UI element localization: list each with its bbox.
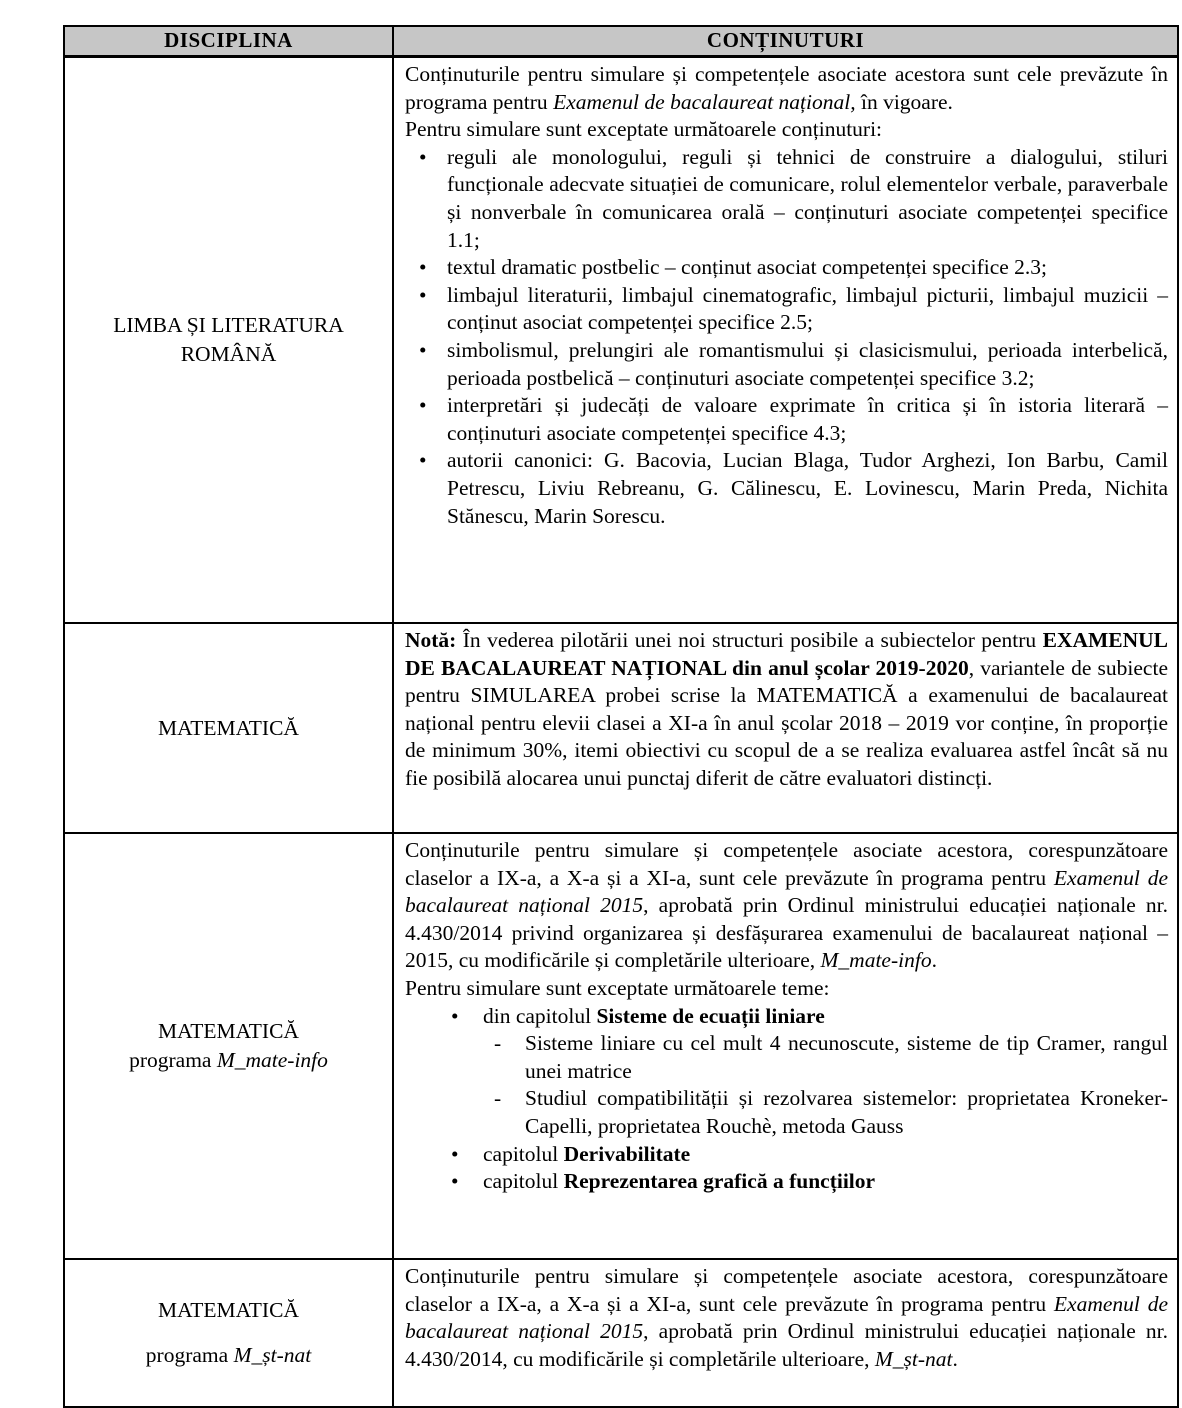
text-segment: În vederea pilotării unei noi structuri posibile a subiectelor pentru: [456, 628, 1043, 652]
text-segment: , aprobată prin Ordinul ministrului educației naționale nr. 4.430/2014, cu modificările și completările ulterioare,: [405, 1319, 1168, 1371]
table-row-matematica-nota: [64, 623, 1178, 833]
programa-name: M_șt-nat: [233, 1343, 312, 1367]
bullet-marker: •: [419, 448, 427, 473]
paragraph: [405, 116, 1168, 144]
text-segment: Examenul de bacalaureat național 2015: [405, 865, 1168, 918]
text-segment: simbolismul, prelungiri ale romantismului și clasicismului, perioada interbelică, perioada postbelică – conținuturi asociate competenței specifice 3.2;: [447, 337, 1168, 390]
list-item: [405, 447, 1168, 530]
text-segment: .: [931, 948, 937, 973]
bullet-marker: •: [419, 144, 427, 169]
contents-table: [63, 25, 1179, 1408]
discipline-title: MATEMATICĂ: [158, 1298, 299, 1322]
text-segment: M_mate-info: [820, 948, 932, 973]
discipline-title: MATEMATICĂ: [158, 1019, 299, 1043]
list-item: [405, 144, 1168, 254]
paragraph: [405, 837, 1168, 975]
programa-label: programa: [129, 1048, 217, 1072]
paragraph: [405, 627, 1168, 793]
table-header-row: [64, 26, 1178, 57]
text-segment: Sisteme de ecuații liniare: [596, 1003, 825, 1028]
discipline-subtitle: [75, 1046, 382, 1075]
list-item: [405, 254, 1168, 282]
discipline-title: LIMBA ȘI LITERATURA ROMÂNĂ: [113, 313, 344, 366]
paragraph: [405, 61, 1168, 116]
bullet-marker: •: [419, 337, 427, 362]
contents-blocks: [405, 837, 1168, 1196]
bullet-marker: -: [494, 1086, 502, 1111]
text-segment: Notă:: [405, 628, 457, 652]
paragraph: [405, 1263, 1168, 1373]
text-segment: .: [952, 1346, 958, 1371]
bullet-marker: •: [419, 393, 427, 418]
text-segment: textul dramatic postbelic – conținut asociat competenței specifice 2.3;: [447, 255, 1048, 280]
contents-cell: [393, 57, 1178, 624]
bullet-marker: •: [451, 1141, 459, 1166]
bullet-marker: -: [494, 1031, 502, 1056]
list-item: [405, 1085, 1168, 1140]
text-segment: M_șt-nat: [874, 1346, 953, 1371]
discipline-cell: [64, 833, 393, 1259]
text-segment: EXAMENUL DE BACALAUREAT NAȚIONAL din anul școlar 2019-2020: [405, 628, 1168, 680]
table-row-limba-romana: [64, 57, 1178, 624]
text-segment: autorii canonici: G. Bacovia, Lucian Blaga, Tudor Arghezi, Ion Barbu, Camil Petrescu, Liviu Rebreanu, G. Călinescu, E. Lovinescu, Marin Preda, Nichita Stănescu, Marin Sorescu.: [447, 448, 1168, 528]
contents-blocks: [405, 1263, 1168, 1373]
text-segment: , variantele de subiecte pentru SIMULAREA probei scrise la MATEMATICĂ a examenului de bacalaureat național pentru elevii clasei a XI-a în anul școlar 2018 – 2019 vor conține, în proporție de minimum 30%, itemi obiectivi cu scopul de a se realiza evaluarea astfel încât să nu fie posibilă alocarea unui punctaj diferit de către evaluatori distincți.: [405, 655, 1168, 790]
text-segment: Conținuturile pentru simulare și competențele asociate acestora, corespunzătoare claselor a IX-a, a X-a și a XI-a, sunt cele prevăzute în programa pentru: [405, 838, 1168, 890]
text-segment: interpretări și judecăți de valoare exprimate în critica și în istoria literară – conținuturi asociate competenței specifice 4.3;: [447, 393, 1168, 445]
discipline-cell: [64, 57, 393, 624]
discipline-subtitle: [75, 1341, 382, 1370]
text-segment: , aprobată prin Ordinul ministrului educației naționale nr. 4.430/2014 privind organizarea și desfășurarea examenului de bacalaureat național – 2015, cu modificările și completările ulterioare,: [405, 893, 1168, 973]
programa-name: M_mate-info: [216, 1048, 328, 1072]
contents-cell: [393, 1259, 1178, 1407]
text-segment: reguli ale monologului, reguli și tehnici de construire a dialogului, stiluri funcționale adecvate situației de comunicare, rolul elementelor verbale, paraverbale și nonverbale în comunicarea orală – conținuturi asociate competenței specifice 1.1;: [447, 144, 1168, 252]
contents-cell: [393, 623, 1178, 833]
text-segment: Derivabilitate: [563, 1141, 691, 1166]
text-segment: Reprezentarea grafică a funcțiilor: [563, 1169, 876, 1194]
text-segment: Pentru simulare sunt exceptate următoarele teme:: [405, 975, 830, 1000]
table-row-matematica-mate-info: [64, 833, 1178, 1259]
table-row-matematica-st-nat: [64, 1259, 1178, 1407]
programa-label: programa: [145, 1343, 234, 1367]
header-cell-continuturi: CONȚINUTURI: [393, 26, 1178, 57]
discipline-cell: [64, 1259, 393, 1407]
text-segment: Pentru simulare sunt exceptate următoarele conținuturi:: [405, 117, 883, 142]
list-item: [405, 1141, 1168, 1169]
text-segment: Examenul de bacalaureat național 2015: [405, 1291, 1168, 1344]
text-segment: Conținuturile pentru simulare și competențele asociate acestora sunt cele prevăzute în programa pentru: [405, 62, 1168, 114]
discipline-cell: [64, 623, 393, 833]
discipline-title: MATEMATICĂ: [158, 715, 299, 740]
contents-blocks: [405, 627, 1168, 793]
list-item: [405, 1168, 1168, 1196]
text-segment: din capitolul: [483, 1003, 597, 1028]
list-item: [405, 1003, 1168, 1031]
list-item: [405, 337, 1168, 392]
contents-cell: [393, 833, 1178, 1259]
text-segment: Conținuturile pentru simulare și competențele asociate acestora, corespunzătoare claselor a IX-a, a X-a și a XI-a, sunt cele prevăzute în programa pentru: [405, 1264, 1168, 1316]
text-segment: în vigoare.: [855, 89, 953, 114]
text-segment: Examenul de bacalaureat național,: [553, 89, 856, 114]
bullet-marker: •: [451, 1169, 459, 1194]
text-segment: limbajul literaturii, limbajul cinematografic, limbajul picturii, limbajul muzicii – conținut asociat competenței specifice 2.5;: [447, 282, 1168, 335]
bullet-marker: •: [419, 255, 427, 280]
paragraph: [405, 975, 1168, 1003]
list-item: [405, 392, 1168, 447]
text-segment: capitolul: [483, 1169, 564, 1194]
text-segment: Sisteme liniare cu cel mult 4 necunoscute, sisteme de tip Cramer, rangul unei matrice: [525, 1031, 1168, 1083]
contents-blocks: [405, 61, 1168, 530]
list-item: [405, 1030, 1168, 1085]
header-cell-disciplina: DISCIPLINA: [64, 26, 393, 57]
text-segment: Studiul compatibilității și rezolvarea sistemelor: proprietatea Kroneker-Capelli, proprietatea Rouchè, metoda Gauss: [525, 1086, 1168, 1138]
text-segment: capitolul: [483, 1141, 564, 1166]
bullet-marker: •: [451, 1003, 459, 1028]
bullet-marker: •: [419, 282, 427, 307]
list-item: [405, 282, 1168, 337]
